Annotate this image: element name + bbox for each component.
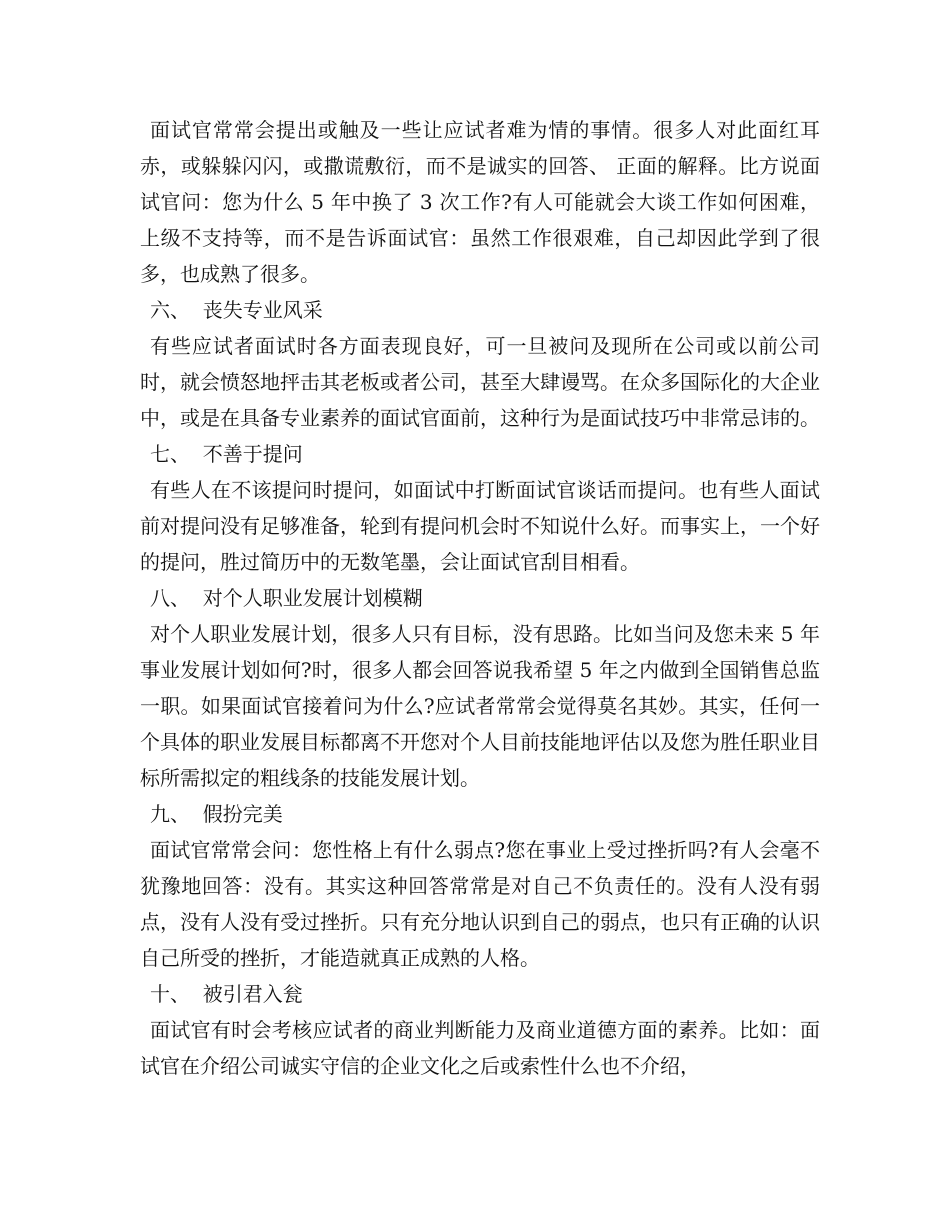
section-heading-10: 十、 被引君入瓮	[150, 982, 303, 1006]
section-heading-9: 九、 假扮完美	[150, 802, 283, 826]
paragraph-professional-demeanor: 有些应试者面试时各方面表现良好，可一旦被问及现所在公司或以前公司时，就会愤怒地抨击其老板或者公司，甚至大肆谩骂。在众多国际化的大企业中，或是在具备专业素养的面试官面前，这种行为是面试技巧中非常忌讳的。	[140, 334, 820, 430]
document-body	[140, 112, 820, 1084]
paragraph-business-ethics: 面试官有时会考核应试者的商业判断能力及商业道德方面的素养。比如：面试官在介绍公司诚实守信的企业文化之后或索性什么也不介绍，	[140, 1018, 820, 1078]
paragraph-asking-questions: 有些人在不该提问时提问，如面试中打断面试官谈话而提问。也有些人面试前对提问没有足够准备，轮到有提问机会时不知说什么好。而事实上，一个好的提问，胜过简历中的无数笔墨，会让面试官刮目相看。	[140, 478, 820, 574]
section-heading-6: 六、 丧失专业风采	[150, 298, 323, 322]
paragraph-career-plan: 对个人职业发展计划，很多人只有目标，没有思路。比如当问及您未来 5 年事业发展计划如何?时，很多人都会回答说我希望 5 年之内做到全国销售总监一职。如果面试官接着问为什么?应试者常常会觉得莫名其妙。其实，任何一个具体的职业发展目标都离不开您对个人目前技能地评估以及您为胜任职业目标所需拟定的粗线条的技能发展计划。	[140, 622, 820, 790]
section-heading-8: 八、 对个人职业发展计划模糊	[150, 586, 423, 610]
section-heading-7: 七、 不善于提问	[150, 442, 303, 466]
paragraph-embarrassing-questions: 面试官常常会提出或触及一些让应试者难为情的事情。很多人对此面红耳赤，或躲躲闪闪，或撒谎敷衍，而不是诚实的回答、 正面的解释。比方说面试官问：您为什么 5 年中换了 3 次工作?有人可能就会大谈工作如何困难，上级不支持等，而不是告诉面试官：虽然工作很艰难，自己却因此学到了很多，也成熟了很多。	[140, 118, 820, 286]
paragraph-pretending-perfect: 面试官常常会问：您性格上有什么弱点?您在事业上受过挫折吗?有人会毫不犹豫地回答：没有。其实这种回答常常是对自己不负责任的。没有人没有弱点，没有人没有受过挫折。只有充分地认识到自己的弱点，也只有正确的认识自己所受的挫折，才能造就真正成熟的人格。	[140, 838, 820, 970]
